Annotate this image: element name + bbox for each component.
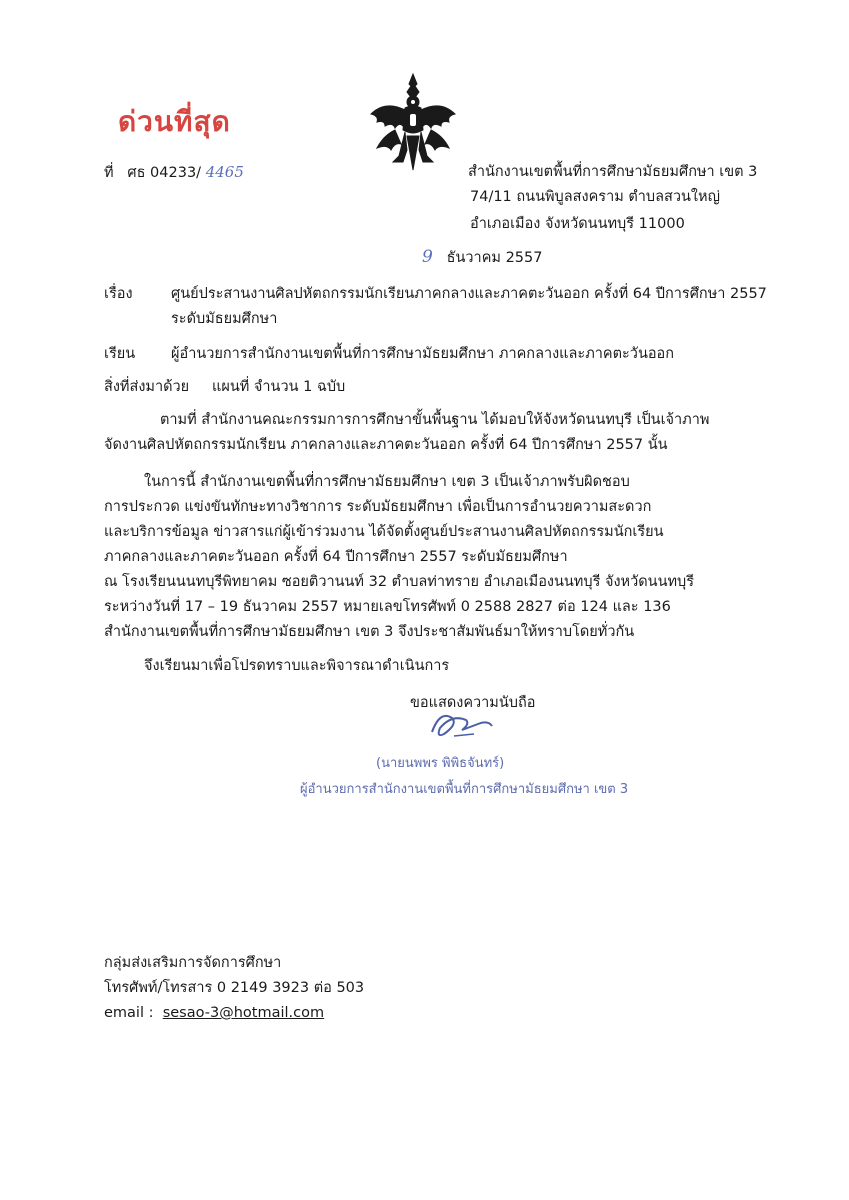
- handwritten-signature: [418, 704, 498, 744]
- paragraph-line: ในการนี้ สำนักงานเขตพื้นที่การศึกษามัธยมศึกษา เขต 3 เป็นเจ้าภาพรับผิดชอบ: [144, 474, 630, 490]
- date-month-year: ธันวาคม 2557: [446, 250, 543, 266]
- closing-salutation: ขอแสดงความนับถือ: [410, 695, 536, 711]
- paragraph-line: สำนักงานเขตพื้นที่การศึกษามัธยมศึกษา เขต 3 จึงประชาสัมพันธ์มาให้ทราบโดยทั่วกัน: [104, 624, 635, 640]
- enclosure-text: แผนที่ จำนวน 1 ฉบับ: [212, 379, 346, 395]
- recipient-text: ผู้อำนวยการสำนักงานเขตพื้นที่การศึกษามัธยมศึกษา ภาคกลางและภาคตะวันออก: [171, 346, 675, 362]
- date-day-handwritten: 9: [422, 247, 433, 267]
- paragraph-line: การประกวด แข่งขันทักษะทางวิชาการ ระดับมัธยมศึกษา เพื่อเป็นการอำนวยความสะดวก: [104, 499, 652, 515]
- paragraph-line: ระหว่างวันที่ 17 – 19 ธันวาคม 2557 หมายเลขโทรศัพท์ 0 2588 2827 ต่อ 124 และ 136: [104, 599, 671, 615]
- body-paragraph-2: [104, 470, 749, 645]
- footer-phone: โทรศัพท์/โทรสาร 0 2149 3923 ต่อ 503: [104, 980, 365, 996]
- sender-address-line2: 74/11 ถนนพิบูลสงคราม ตำบลสวนใหญ่: [470, 189, 720, 205]
- reference-number-handwritten: 4465: [205, 163, 244, 181]
- paragraph-line: จัดงานศิลปหัตถกรรมนักเรียน ภาคกลางและภาคตะวันออก ครั้งที่ 64 ปีการศึกษา 2557 นั้น: [104, 437, 668, 453]
- body-paragraph-1: [104, 408, 749, 458]
- reference-line: [104, 162, 244, 183]
- footer-email-label: email :: [104, 1005, 154, 1021]
- reference-label: ที่: [104, 165, 114, 181]
- footer-email-line: [104, 1003, 324, 1023]
- sender-address-line1: สำนักงานเขตพื้นที่การศึกษามัธยมศึกษา เขต 3: [468, 164, 758, 180]
- subject-line1: ศูนย์ประสานงานศิลปหัตถกรรมนักเรียนภาคกลางและภาคตะวันออก ครั้งที่ 64 ปีการศึกษา 2557: [171, 286, 767, 302]
- paragraph-line: ภาคกลางและภาคตะวันออก ครั้งที่ 64 ปีการศึกษา 2557 ระดับมัธยมศึกษา: [104, 549, 568, 565]
- urgent-stamp: ด่วนที่สุด: [118, 105, 231, 138]
- signatory-name: (นายนพพร พิพิธจันทร์): [376, 756, 505, 771]
- garuda-emblem-icon: [365, 70, 461, 178]
- subject-line2: ระดับมัธยมศึกษา: [171, 311, 278, 327]
- letter-date: [422, 247, 542, 268]
- paragraph-line: ตามที่ สำนักงานคณะกรรมการการศึกษาขั้นพื้นฐาน ได้มอบให้จังหวัดนนทบุรี เป็นเจ้าภาพ: [160, 412, 710, 428]
- body-paragraph-3: จึงเรียนมาเพื่อโปรดทราบและพิจารณาดำเนินการ: [144, 658, 450, 674]
- paragraph-line: ณ โรงเรียนนนทบุรีพิทยาคม ซอยติวานนท์ 32 ตำบลท่าทราย อำเภอเมืองนนทบุรี จังหวัดนนทบุรี: [104, 574, 695, 590]
- signatory-position: ผู้อำนวยการสำนักงานเขตพื้นที่การศึกษามัธยมศึกษา เขต 3: [300, 782, 629, 797]
- footer-email-link[interactable]: sesao-3@hotmail.com: [162, 1005, 325, 1021]
- reference-code: ศธ 04233/: [127, 165, 202, 181]
- recipient-label: เรียน: [104, 346, 136, 362]
- enclosure-label: สิ่งที่ส่งมาด้วย: [104, 379, 190, 395]
- sender-address-line3: อำเภอเมือง จังหวัดนนทบุรี 11000: [470, 216, 685, 232]
- footer-department: กลุ่มส่งเสริมการจัดการศึกษา: [104, 955, 282, 971]
- subject-label: เรื่อง: [104, 286, 133, 302]
- paragraph-line: และบริการข้อมูล ข่าวสารแก่ผู้เข้าร่วมงาน ได้จัดตั้งศูนย์ประสานงานศิลปหัตถกรรมนักเรียน: [104, 524, 664, 540]
